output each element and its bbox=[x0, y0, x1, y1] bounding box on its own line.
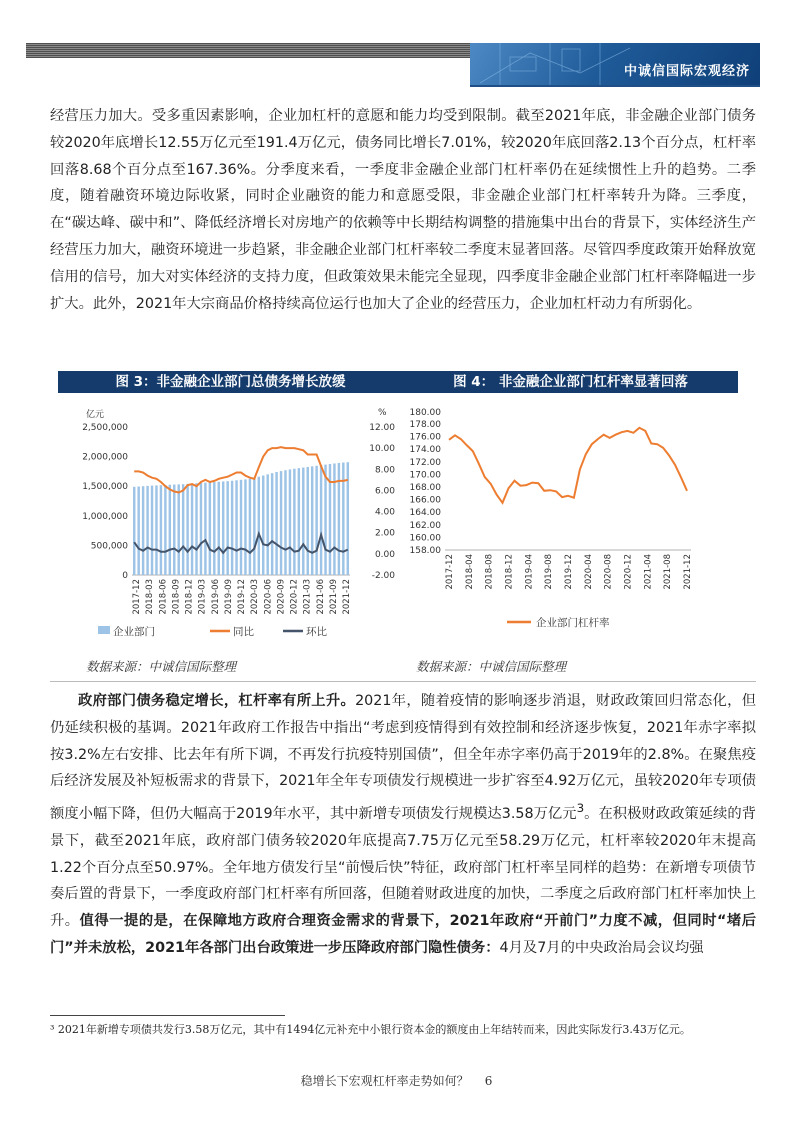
fig3-left-tick-label: 2,500,000 bbox=[82, 423, 128, 433]
fig3-bar bbox=[151, 486, 153, 575]
fig3-bar bbox=[280, 471, 282, 575]
fig3-left-tick-label: 1,000,000 bbox=[82, 511, 128, 522]
fig3-bar bbox=[186, 484, 188, 575]
fig3-legend-swatch bbox=[98, 626, 110, 634]
fig3-bar bbox=[249, 479, 251, 575]
paragraph-2-text: 2021年，随着疫情的影响逐步消退，财政政策回归常态化，但仍延续积极的基调。2021年政府工作报告中指出“考虑到疫情得到有效控制和经济逐步恢复，2021年赤字率拟按3.2%左右安排、比去年有所下调，不再发行抗疫特别国债”，但全年赤字率仍高于2019年的2.8%。在聚焦疫后经济发展及补短板需求的背景下，2021年全年专项债发行规模进一步扩容至4.92万亿元，虽较2020年专项债额度小幅下降，但仍大幅高于2019年水平，其中新增专项债发行规模达3.58万亿元 bbox=[50, 693, 756, 822]
fig3-bar bbox=[320, 465, 322, 575]
fig3-bar bbox=[262, 476, 264, 575]
fig3-left-tick-label: 0 bbox=[122, 571, 128, 581]
fig3-x-tick-label: 2019-06 bbox=[210, 579, 221, 615]
fig3-bar bbox=[169, 485, 171, 575]
fig4-x-tick-label: 2020-12 bbox=[623, 554, 634, 590]
fig3-bar bbox=[222, 481, 224, 575]
fig4-y-tick-label: 172.00 bbox=[409, 457, 441, 468]
fig4-x-tick-label: 2020-04 bbox=[583, 554, 594, 590]
fig4-x-tick-label: 2018-12 bbox=[504, 554, 515, 590]
fig3-bar bbox=[289, 469, 291, 575]
body-paragraph-2 bbox=[50, 688, 756, 962]
fig4-x-tick-label: 2019-12 bbox=[564, 554, 574, 590]
fig3-bar bbox=[284, 470, 286, 575]
fig3-bar bbox=[333, 463, 335, 575]
fig3-bar bbox=[146, 486, 148, 575]
fig3-x-tick-label: 2020-09 bbox=[276, 579, 287, 615]
fig4-y-tick-label: 178.00 bbox=[409, 420, 441, 430]
fig4-y-tick-label: 170.00 bbox=[409, 470, 441, 481]
fig3-x-tick-label: 2018-12 bbox=[184, 579, 195, 615]
fig4-y-tick-label: 176.00 bbox=[409, 432, 441, 443]
fig3-bar bbox=[253, 478, 255, 575]
fig3-x-tick-label: 2020-06 bbox=[263, 579, 274, 615]
fig3-left-unit: 亿元 bbox=[86, 410, 105, 420]
fig3-bar bbox=[266, 474, 268, 575]
fig4-y-tick-label: 164.00 bbox=[409, 508, 441, 519]
fig3-x-tick-label: 2018-09 bbox=[171, 579, 182, 615]
fig4-y-tick-label: 168.00 bbox=[409, 483, 441, 493]
footer-title: 稳增长下宏观杠杆率走势如何？ bbox=[300, 1074, 469, 1088]
fig3-bar bbox=[235, 480, 237, 575]
footnote-ref-3[interactable]: 3 bbox=[576, 801, 585, 816]
paragraph-2-text-cont: 。在积极财政政策延续的背景下，截至2021年底，政府部门债务较2020年底提高7.75万亿元至58.29万亿元，杠杆率较2020年末提高1.22个百分点至50.97%。全年地方债发行呈“前慢后快”特征，政府部门杠杆率呈同样的趋势：在新增专项债节奏后置的背景下，一季度政府部门杠杆率有所回落，但随着财政进度的加快，二季度之后政府部门杠杆率加快上升。 bbox=[50, 805, 756, 930]
fig3-bar bbox=[258, 477, 260, 575]
fig3-bar bbox=[342, 463, 344, 575]
fig3-x-tick-label: 2019-09 bbox=[223, 579, 234, 615]
paragraph-2-bold-tail: 值得一提的是，在保障地方政府合理资金需求的背景下，2021年政府“开前门”力度不减，但同时“堵后门”并未放松，2021年各部门出台政策进一步压降政府部门隐性债务： bbox=[50, 913, 756, 956]
page-footer bbox=[0, 1072, 793, 1089]
fig3-bar bbox=[302, 468, 304, 575]
fig4-y-tick-label: 166.00 bbox=[409, 495, 441, 506]
fig3-bar bbox=[200, 483, 202, 575]
fig3-bar bbox=[293, 469, 295, 575]
figure-3-source: 数据来源：中诚信国际整理 bbox=[86, 659, 237, 674]
fig3-bar bbox=[275, 472, 277, 575]
fig4-legend-label: 企业部门杠杆率 bbox=[536, 617, 610, 629]
footnote-rule bbox=[50, 1015, 285, 1016]
fig3-x-tick-label: 2021-12 bbox=[342, 579, 352, 615]
fig3-right-tick-label: 4.00 bbox=[374, 507, 395, 518]
figure-4-source: 数据来源：中诚信国际整理 bbox=[416, 659, 567, 674]
fig3-right-tick-label: 8.00 bbox=[374, 465, 395, 476]
figure-4-title: 图 4： 非金融企业部门杠杆率显著回落 bbox=[403, 371, 738, 393]
fig3-bar bbox=[324, 465, 326, 575]
fig3-right-tick-label: 10.00 bbox=[369, 444, 395, 455]
fig3-bar bbox=[213, 482, 215, 575]
fig4-x-tick-label: 2017-12 bbox=[445, 554, 455, 590]
fig3-legend-label: 企业部门 bbox=[113, 626, 155, 638]
header-underline bbox=[470, 85, 760, 87]
fig3-x-tick-label: 2020-03 bbox=[250, 579, 261, 615]
fig4-x-tick-label: 2021-12 bbox=[683, 554, 693, 590]
fig3-x-tick-label: 2020-12 bbox=[289, 579, 300, 615]
paragraph-2-lead: 政府部门债务稳定增长，杠杆率有所上升。 bbox=[78, 693, 356, 709]
fig3-bar bbox=[160, 485, 162, 575]
fig3-bar bbox=[173, 485, 175, 575]
fig3-bar bbox=[182, 484, 184, 575]
fig3-left-tick-label: 1,500,000 bbox=[82, 482, 128, 493]
footnote-3: ³ 2021年新增专项债共发行3.58万亿元，其中有1494亿元补充中小银行资本金的额度由上年结转而来，因此实际发行3.43万亿元。 bbox=[50, 1023, 691, 1036]
fig3-x-tick-label: 2019-12 bbox=[237, 579, 247, 615]
fig3-right-tick-label: 0.00 bbox=[374, 549, 395, 560]
fig3-right-tick-label: 6.00 bbox=[374, 486, 395, 497]
fig3-legend-label: 环比 bbox=[306, 626, 327, 638]
fig3-x-tick-label: 2021-09 bbox=[328, 579, 339, 615]
fig3-bar bbox=[195, 483, 197, 575]
body-paragraph-1: 经营压力加大。受多重因素影响，企业加杠杆的意愿和能力均受到限制。截至2021年底，非金融企业部门债务较2020年底增长12.55万亿元至191.4万亿元，债务同比增长7.01%，较2020年底回落2.13个百分点，杠杆率回落8.68个百分点至167.36%。分季度来看，一季度非金融企业部门杠杆率仍在延续惯性上升的趋势。二季度，随着融资环境边际收紧，同时企业融资的能力和意愿受限，非金融企业部门杠杆率转升为降。三季度，在“碳达峰、碳中和”、降低经济增长对房地产的依赖等中长期结构调整的措施集中出台的背景下，实体经济生产经营压力加大，融资环境进一步趋紧，非金融企业部门杠杆率较二季度末显著回落。尽管四季度政策开始释放宽信用的信号，加大对实体经济的支持力度，但政策效果未能完全显现，四季度非金融企业部门杠杆率降幅进一步扩大。此外，2021年大宗商品价格持续高位运行也加大了企业的经营压力，企业加杠杆动力有所弱化。 bbox=[50, 108, 756, 312]
fig3-right-unit: % bbox=[378, 408, 387, 418]
fig3-bar bbox=[315, 466, 317, 575]
fig3-bar bbox=[244, 479, 246, 575]
fig4-x-tick-label: 2020-08 bbox=[603, 554, 614, 590]
fig4-x-tick-label: 2021-04 bbox=[643, 554, 654, 590]
fig3-bar bbox=[218, 482, 220, 575]
fig3-bar bbox=[137, 486, 139, 575]
figure-3-chart bbox=[58, 400, 403, 650]
fig4-x-tick-label: 2019-08 bbox=[544, 554, 555, 590]
fig3-x-tick-label: 2021-06 bbox=[315, 579, 326, 615]
fig3-left-tick-label: 500,000 bbox=[90, 541, 128, 552]
page-number: 6 bbox=[484, 1074, 493, 1088]
fig3-right-tick-label: -2.00 bbox=[371, 571, 395, 581]
fig3-x-tick-label: 2018-03 bbox=[145, 579, 156, 615]
fig3-right-tick-label: 2.00 bbox=[374, 528, 395, 539]
fig3-bar bbox=[307, 467, 309, 575]
source-divider bbox=[50, 681, 756, 682]
fig3-bar bbox=[155, 485, 157, 575]
fig4-x-tick-label: 2019-04 bbox=[524, 554, 535, 590]
fig3-right-tick-label: 12.00 bbox=[369, 423, 395, 433]
figure-3-title: 图 3：非金融企业部门总债务增长放缓 bbox=[58, 371, 403, 393]
fig4-x-tick-label: 2021-08 bbox=[663, 554, 674, 590]
fig3-bar bbox=[311, 466, 313, 575]
fig3-bar bbox=[298, 468, 300, 575]
fig3-x-tick-label: 2018-06 bbox=[158, 579, 169, 615]
header-brand-title: 中诚信国际宏观经济 bbox=[623, 64, 750, 79]
fig3-bar bbox=[204, 483, 206, 575]
fig4-top-tick-label: 180.00 bbox=[409, 408, 441, 418]
fig3-bar bbox=[164, 485, 166, 575]
fig4-y-tick-label: 160.00 bbox=[409, 533, 441, 544]
fig3-bar bbox=[177, 484, 179, 575]
fig3-bar bbox=[338, 463, 340, 575]
paragraph-2-text-end: 4月及7月的中央政治局会议均强 bbox=[499, 939, 704, 956]
fig4-y-tick-label: 158.00 bbox=[409, 546, 441, 556]
fig4-y-tick-label: 162.00 bbox=[409, 520, 441, 531]
fig3-x-tick-label: 2019-03 bbox=[197, 579, 208, 615]
fig3-bar bbox=[226, 481, 228, 575]
figure-4-chart bbox=[403, 400, 738, 650]
fig4-x-tick-label: 2018-04 bbox=[464, 554, 475, 590]
fig3-bar bbox=[209, 482, 211, 575]
fig4-x-tick-label: 2018-08 bbox=[484, 554, 495, 590]
fig3-left-tick-label: 2,000,000 bbox=[82, 452, 128, 463]
fig3-bar bbox=[240, 480, 242, 575]
fig3-bar bbox=[271, 473, 273, 575]
fig3-bar bbox=[231, 481, 233, 575]
fig3-x-tick-label: 2021-03 bbox=[302, 579, 313, 615]
header-brand-band bbox=[470, 43, 760, 85]
fig3-legend-label: 同比 bbox=[233, 626, 254, 638]
fig4-y-tick-label: 174.00 bbox=[409, 445, 441, 456]
fig4-leverage-line bbox=[449, 428, 687, 503]
fig3-bar bbox=[142, 486, 144, 575]
fig3-x-tick-label: 2017-12 bbox=[132, 579, 142, 615]
fig3-bar bbox=[133, 487, 135, 575]
fig3-bar bbox=[191, 484, 193, 575]
